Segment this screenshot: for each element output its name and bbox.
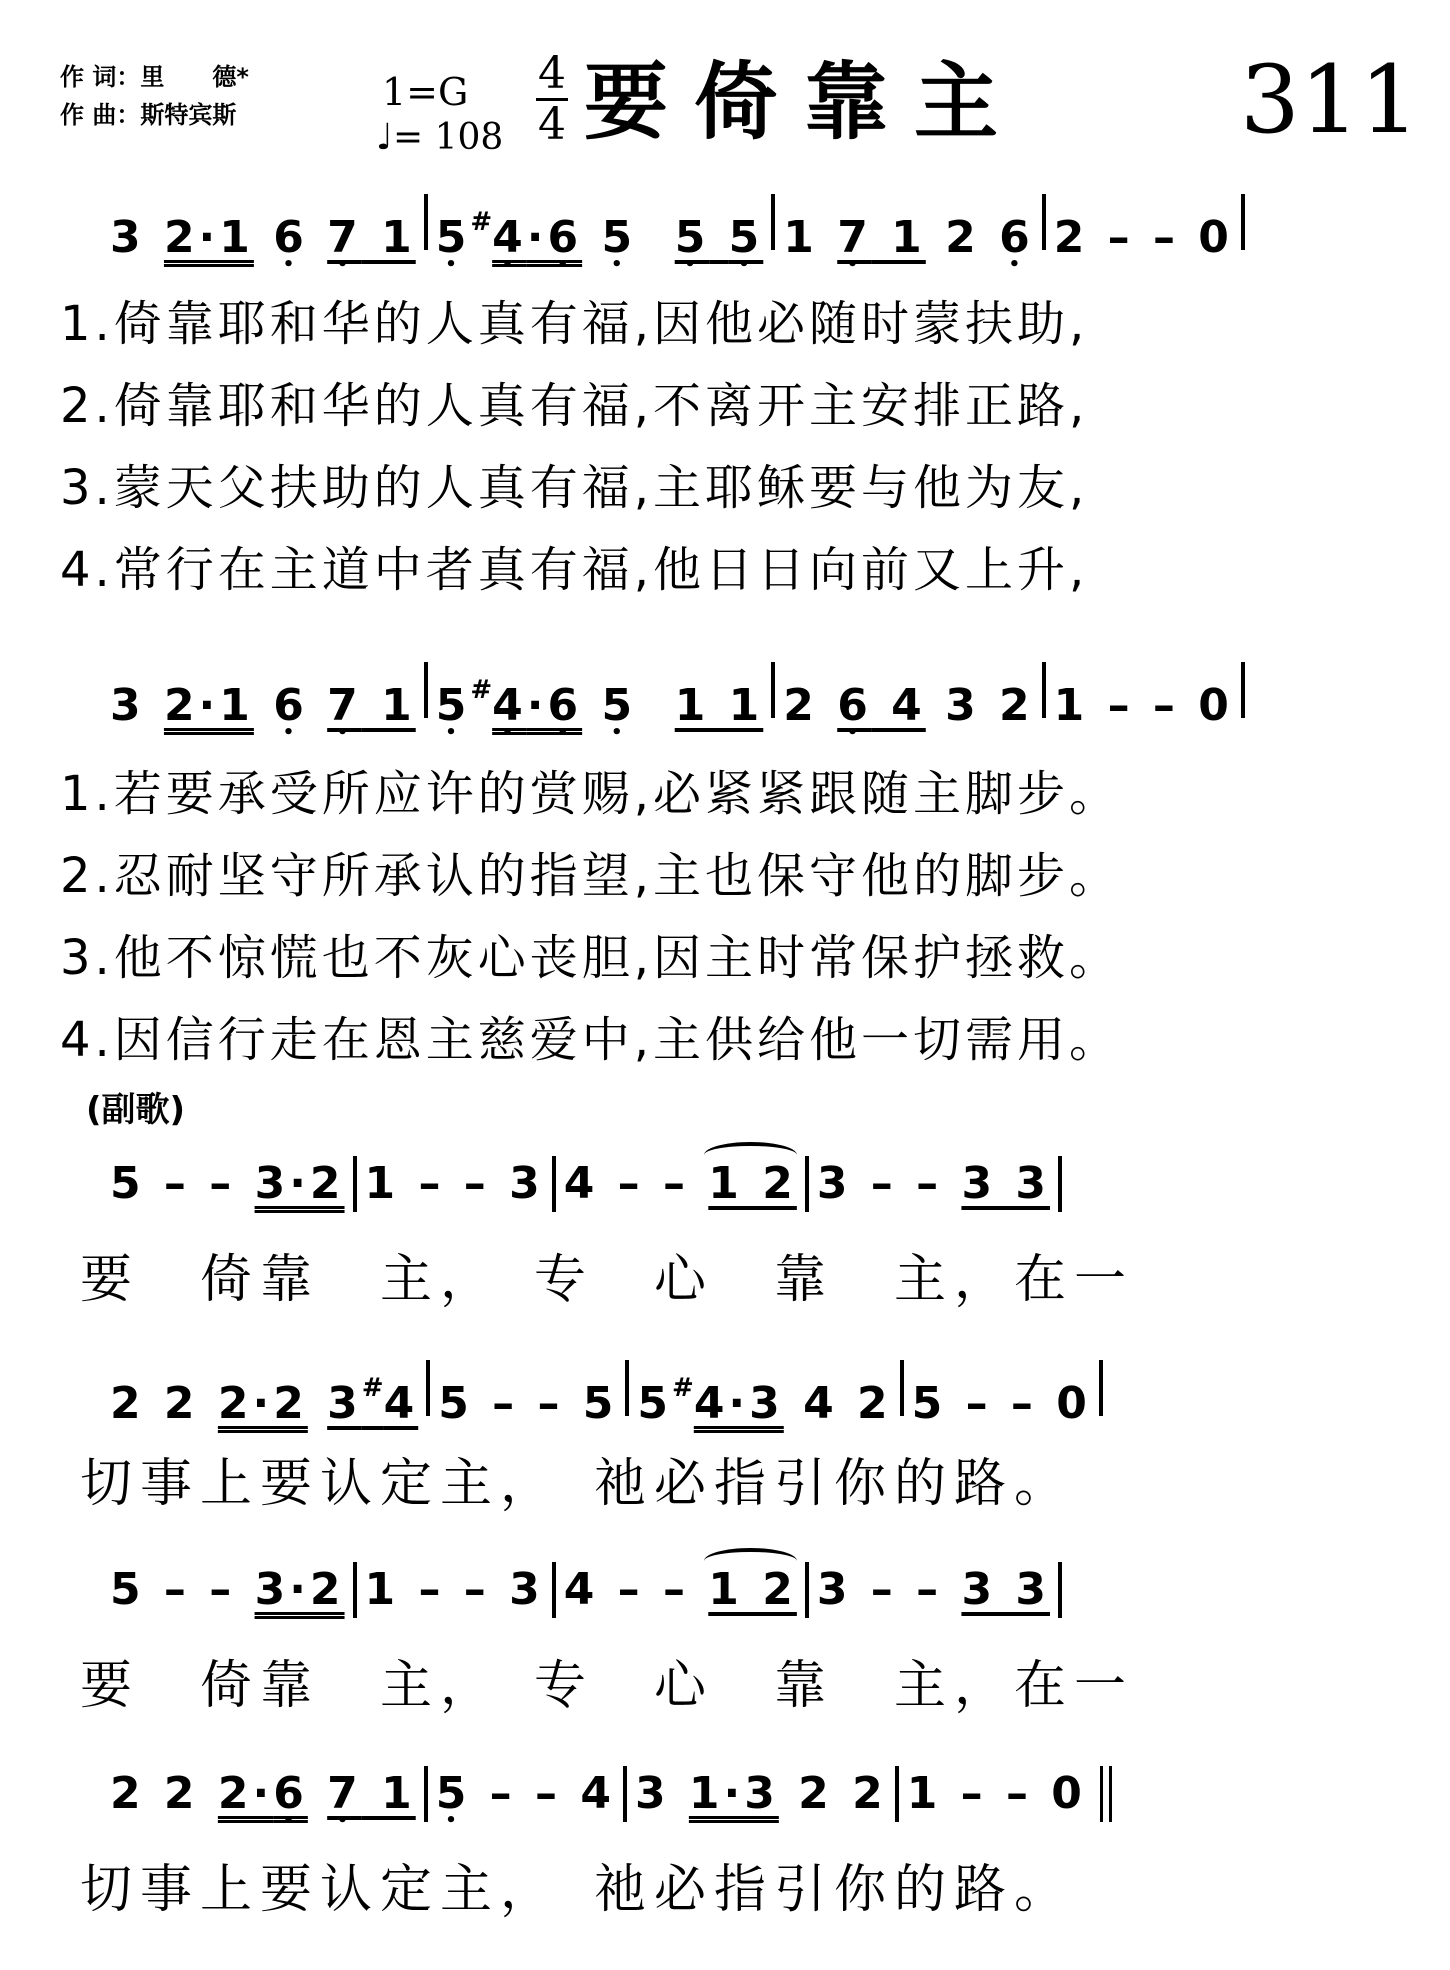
verse-line: 1.若要承受所应许的赏赐,必紧紧跟随主脚步。 xyxy=(60,766,1122,822)
meter-top: 4 xyxy=(538,48,566,99)
tempo-marking: ♩= 108 xyxy=(376,117,504,158)
chorus-label: (副歌) xyxy=(86,1090,186,1130)
verse-line: 3.他不惊慌也不灰心丧胆,因主时常保护拯救。 xyxy=(60,930,1122,986)
notation-line-4: 2 2 2·2 3#4 5 – – 5 5#4·3 4 2 5 – – 0 xyxy=(110,1360,1380,1430)
chorus-line: 切事上要认定主， 祂必指引你的路。 xyxy=(80,1454,1075,1514)
hymn-number: 311 xyxy=(1240,46,1420,155)
lyricist: 作 词：里 德* xyxy=(60,63,249,91)
verse-line: 3.蒙天父扶助的人真有福,主耶稣要与他为友, xyxy=(60,460,1089,516)
notation-line-3: 5 – – 3·2 1 – – 3 4 – – 1 2 3 – – 3 3 xyxy=(110,1156,1380,1226)
notation-line-1: 3 2·1 6 • 7 • 1 5 •#4 •·6 • 5 • 5 • 5 • 1 7 • 1 2 6 • 2 – – 0 xyxy=(110,194,1380,264)
key-signature: 1=G xyxy=(382,70,469,114)
credits xyxy=(60,58,249,134)
chorus-line: 切事上要认定主， 祂必指引你的路。 xyxy=(80,1860,1075,1920)
verse-line: 4.常行在主道中者真有福,他日日向前又上升, xyxy=(60,542,1089,598)
notation-line-6: 2 2 2·6 • 7 • 1 5 • – – 4 3 1·3 2 2 1 – – 0 xyxy=(110,1766,1380,1836)
verse-line: 2.忍耐坚守所承认的指望,主也保守他的脚步。 xyxy=(60,848,1122,904)
verse-line: 4.因信行走在恩主慈爱中,主供给他一切需用。 xyxy=(60,1012,1122,1068)
notation-line-2: 3 2·1 6 • 7 • 1 5 •#4 •·6 • 5 • 1 1 2 6 • 4 3 2 1 – – 0 xyxy=(110,662,1380,732)
verse-line: 1.倚靠耶和华的人真有福,因他必随时蒙扶助, xyxy=(60,296,1089,352)
page-title: 要倚靠主 xyxy=(584,53,1025,151)
notation-line-5: 5 – – 3·2 1 – – 3 4 – – 1 2 3 – – 3 3 xyxy=(110,1562,1380,1632)
chorus-line: 要 倚靠 主， 专 心 靠 主，在一 xyxy=(80,1656,1135,1716)
time-signature xyxy=(532,48,572,150)
chorus-line: 要 倚靠 主， 专 心 靠 主，在一 xyxy=(80,1250,1135,1310)
verse-line: 2.倚靠耶和华的人真有福,不离开主安排正路, xyxy=(60,378,1089,434)
composer: 作 曲：斯特宾斯 xyxy=(60,101,237,129)
meter-bottom: 4 xyxy=(538,99,566,150)
